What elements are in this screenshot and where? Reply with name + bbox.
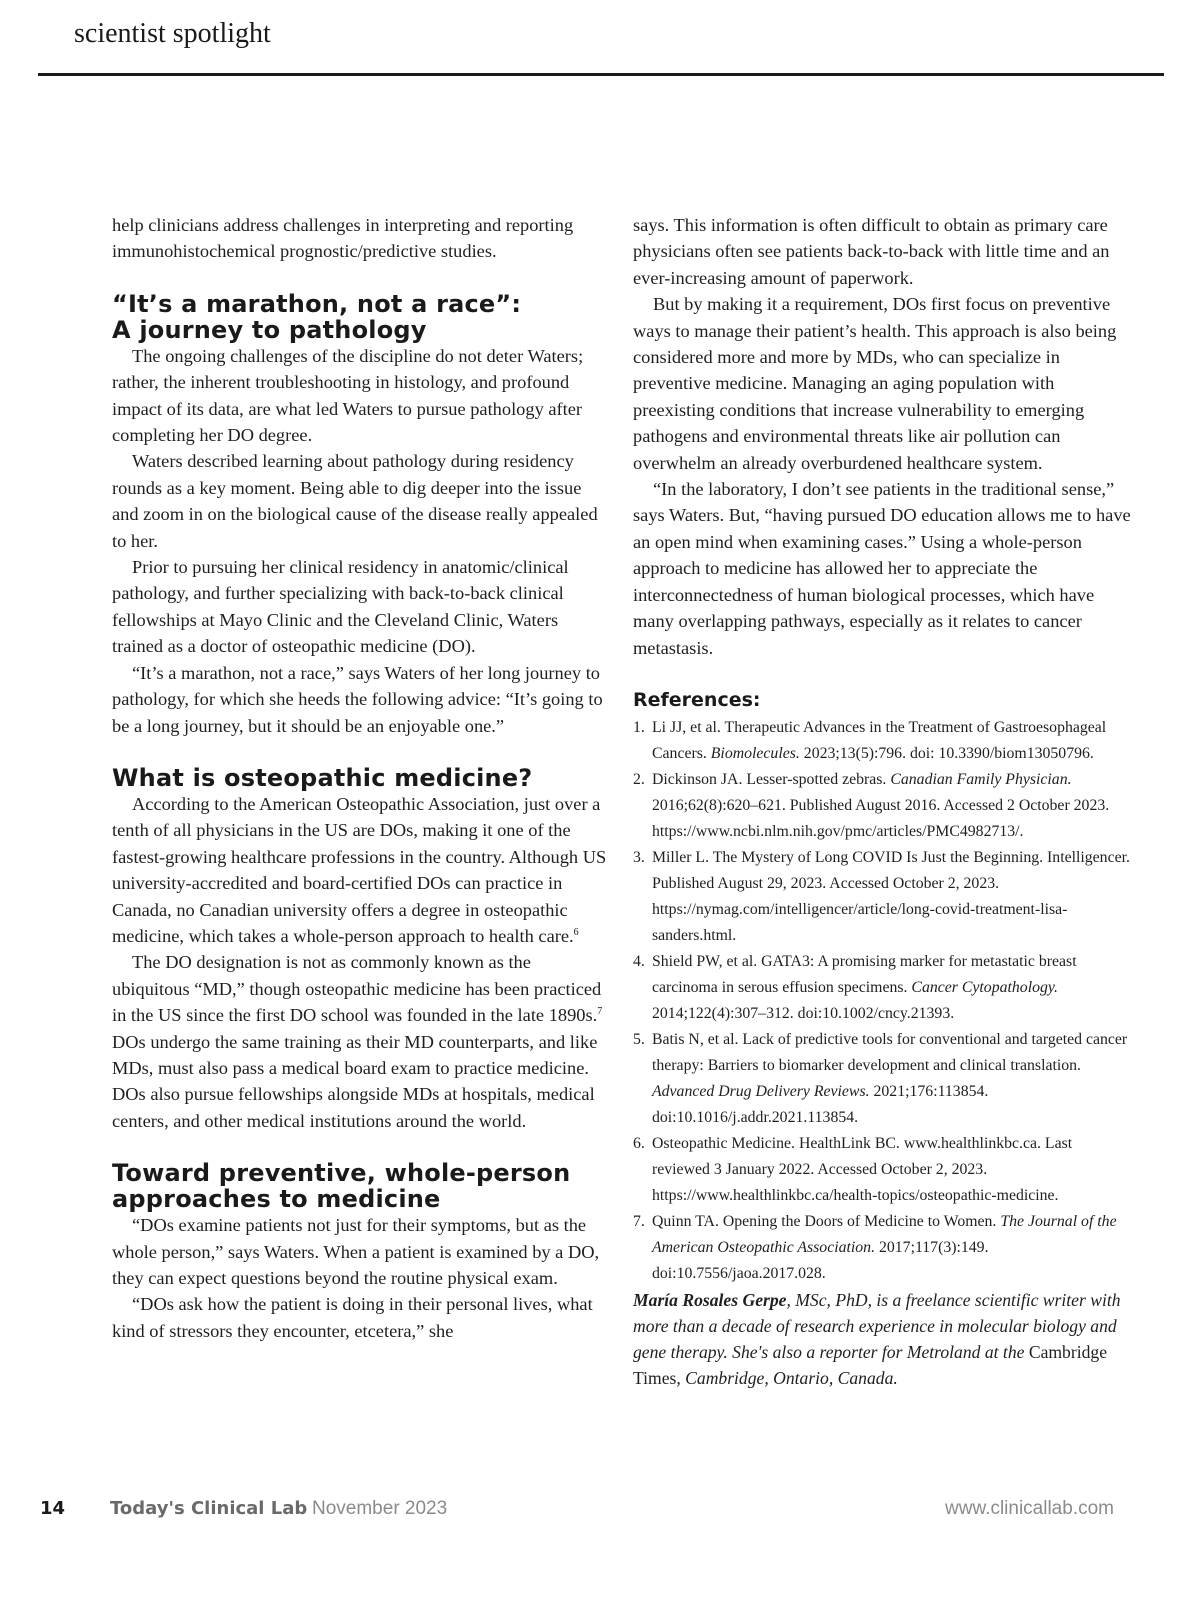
reference-number: 2. <box>633 770 645 788</box>
section1-heading-line1: “It’s a marathon, not a race”: <box>112 289 522 318</box>
reference-number: 4. <box>633 952 645 970</box>
citation-superscript: 6 <box>573 926 579 938</box>
body-paragraph: But by making it a requirement, DOs first focus on preventive ways to manage their patient’s health. This approach is also being considered more and more by MDs, who can specialize in preventive medicine. Managing an aging population with preexisting conditions that increase vulnerability to emerging pathogens and environmental threats like air pollution can overwhelm an already overburdened healthcare system. <box>633 294 1117 473</box>
references-list <box>633 715 1133 1287</box>
reference-item <box>633 1131 1133 1209</box>
section1-paragraph: Prior to pursuing her clinical residency in anatomic/clinical pathology, and further specializing with back-to-back clinical fellowships at Mayo Clinic and the Cleveland Clinic, Waters trained as a doctor of osteopathic medicine (DO). <box>112 557 569 657</box>
reference-item <box>633 767 1133 845</box>
section2-paragraph <box>112 791 612 949</box>
reference-text: Dickinson JA. Lesser-spotted zebras. <box>652 770 891 788</box>
section1-paragraph: Waters described learning about pathology during residency rounds as a key moment. Being able to dig deeper into the issue and zoom in on the biological cause of the disease really appealed to her. <box>112 451 598 551</box>
section1-paragraph: “It’s a marathon, not a race,” says Waters of her long journey to pathology, for which she heeds the following advice: “It’s going to be a long journey, but it should be an enjoyable one.” <box>112 662 603 736</box>
reference-details: 2017;117(3):149. doi:10.7556/jaoa.2017.028. <box>652 1238 989 1282</box>
reference-text: Quinn TA. Opening the Doors of Medicine to Women. <box>652 1212 1001 1230</box>
reference-journal: Canadian Family Physician. <box>890 770 1072 788</box>
reference-text: Shield PW, et al. GATA3: A promising marker for metastatic breast carcinoma in serous effusion specimens. <box>652 952 1077 996</box>
reference-item <box>633 845 1133 949</box>
section2-paragraph <box>112 949 612 1134</box>
page-number: 14 <box>40 1498 66 1519</box>
author-publication: Cambridge Times <box>633 1341 1108 1388</box>
reference-item <box>633 1027 1133 1131</box>
reference-journal: The Journal of the American Osteopathic Association. <box>652 1212 1117 1256</box>
magazine-name: Today's Clinical Lab <box>110 1498 308 1519</box>
reference-details: 2021;176:113854. doi:10.1016/j.addr.2021.113854. <box>652 1082 989 1126</box>
citation-superscript: 7 <box>597 1006 603 1018</box>
reference-text: Miller L. The Mystery of Long COVID Is Just the Beginning. Intelligencer. Published August 29, 2023. Accessed October 2, 2023. https://nymag.com/intelligencer/article/long-covid-treatment-lisa-sanders.html. <box>652 848 1130 944</box>
reference-number: 5. <box>633 1030 645 1048</box>
body-paragraph: “In the laboratory, I don’t see patients in the traditional sense,” says Waters. But, “having pursued DO education allows me to have an open mind when examining cases.” Using a whole-person approach to medicine has allowed her to appreciate the interconnectedness of human biological processes, which have many overlapping pathways, especially as it relates to cancer metastasis. <box>633 479 1131 658</box>
reference-item <box>633 1209 1133 1287</box>
section1-heading <box>112 291 612 343</box>
reference-journal: Cancer Cytopathology. <box>911 978 1058 996</box>
section1-heading-line2: A journey to pathology <box>112 315 427 344</box>
reference-item <box>633 949 1133 1027</box>
section2-p2-text-b: DOs undergo the same training as their MD counterparts, and like MDs, must also pass a medical board exam to practice medicine. DOs also pursue fellowships alongside MDs at hospitals, medical centers, and other medical institutions around the world. <box>112 1031 598 1131</box>
section3-heading <box>112 1160 612 1212</box>
author-name: María Rosales Gerpe <box>633 1289 787 1310</box>
issue-date: November 2023 <box>312 1498 448 1519</box>
section3-heading-line2: approaches to medicine <box>112 1185 441 1214</box>
reference-journal: Advanced Drug Delivery Reviews. <box>652 1082 870 1100</box>
section3-paragraph: “DOs examine patients not just for their symptoms, but as the whole person,” says Waters. When a patient is examined by a DO, they can expect questions beyond the routine physical exam. <box>112 1215 600 1288</box>
section2-p1-text: According to the American Osteopathic Association, just over a tenth of all physicians in the US are DOs, making it one of the fastest-growing healthcare professions in the country. Although US university-accredited and board-certified DOs can practice in Canada, no Canadian university offers a degree in osteopathic medicine, which takes a whole-person approach to health care. <box>112 793 607 946</box>
author-bio-text-a: , MSc, PhD, is a freelance scientific writer with more than a decade of research experience in molecular biology and gene therapy. She's also a reporter for Metroland at the <box>633 1289 1121 1362</box>
author-bio <box>633 1287 1133 1391</box>
reference-details: 2016;62(8):620–621. Published August 2016. Accessed 2 October 2023. https://www.ncbi.nlm.nih.gov/pmc/articles/PMC4982713/. <box>652 796 1110 840</box>
reference-number: 1. <box>633 718 645 736</box>
reference-item <box>633 715 1133 767</box>
header-rule <box>38 73 1164 76</box>
reference-number: 6. <box>633 1134 645 1152</box>
section3-heading-line1: Toward preventive, whole-person <box>112 1159 571 1188</box>
intro-paragraph: help clinicians address challenges in interpreting and reporting immunohistochemical prognostic/predictive studies. <box>112 215 574 262</box>
reference-details: 2014;122(4):307–312. doi:10.1002/cncy.21393. <box>652 1004 955 1022</box>
section1-paragraph: The ongoing challenges of the discipline do not deter Waters; rather, the inherent troubleshooting in histology, and profound impact of its data, are what led Waters to pursue pathology after completing her DO degree. <box>112 345 584 446</box>
reference-journal: Biomolecules. <box>710 744 800 762</box>
section2-heading: What is osteopathic medicine? <box>112 763 533 792</box>
references-heading: References: <box>633 688 761 711</box>
section-label: scientist spotlight <box>74 18 271 49</box>
website-link[interactable]: www.clinicallab.com <box>945 1498 1114 1519</box>
reference-text: Osteopathic Medicine. HealthLink BC. www.healthlinkbc.ca. Last reviewed 3 January 2022. Accessed October 2, 2023. https://www.healthlinkbc.ca/health-topics/osteopathic-medicine. <box>652 1134 1073 1204</box>
reference-text: Batis N, et al. Lack of predictive tools for conventional and targeted cancer therapy: Barriers to biomarker development and clinical translation. <box>652 1030 1128 1074</box>
reference-text: Li JJ, et al. Therapeutic Advances in the Treatment of Gastroesophageal Cancers. <box>652 718 1107 762</box>
reference-number: 3. <box>633 848 645 866</box>
section2-p2-text-a: The DO designation is not as commonly known as the ubiquitous “MD,” though osteopathic medicine has been practiced in the US since the first DO school was founded in the late 1890s. <box>112 952 602 1026</box>
left-column <box>112 212 612 1344</box>
section3-paragraph: “DOs ask how the patient is doing in their personal lives, what kind of stressors they encounter, etcetera,” she <box>112 1294 593 1341</box>
continued-paragraph: says. This information is often difficult to obtain as primary care physicians often see patients back-to-back with little time and an ever-increasing amount of paperwork. <box>633 215 1110 288</box>
reference-number: 7. <box>633 1212 645 1230</box>
right-column <box>633 212 1133 1391</box>
author-bio-text-b: , Cambridge, Ontario, Canada. <box>676 1367 898 1388</box>
reference-details: 2023;13(5):796. doi: 10.3390/biom13050796. <box>799 744 1094 762</box>
